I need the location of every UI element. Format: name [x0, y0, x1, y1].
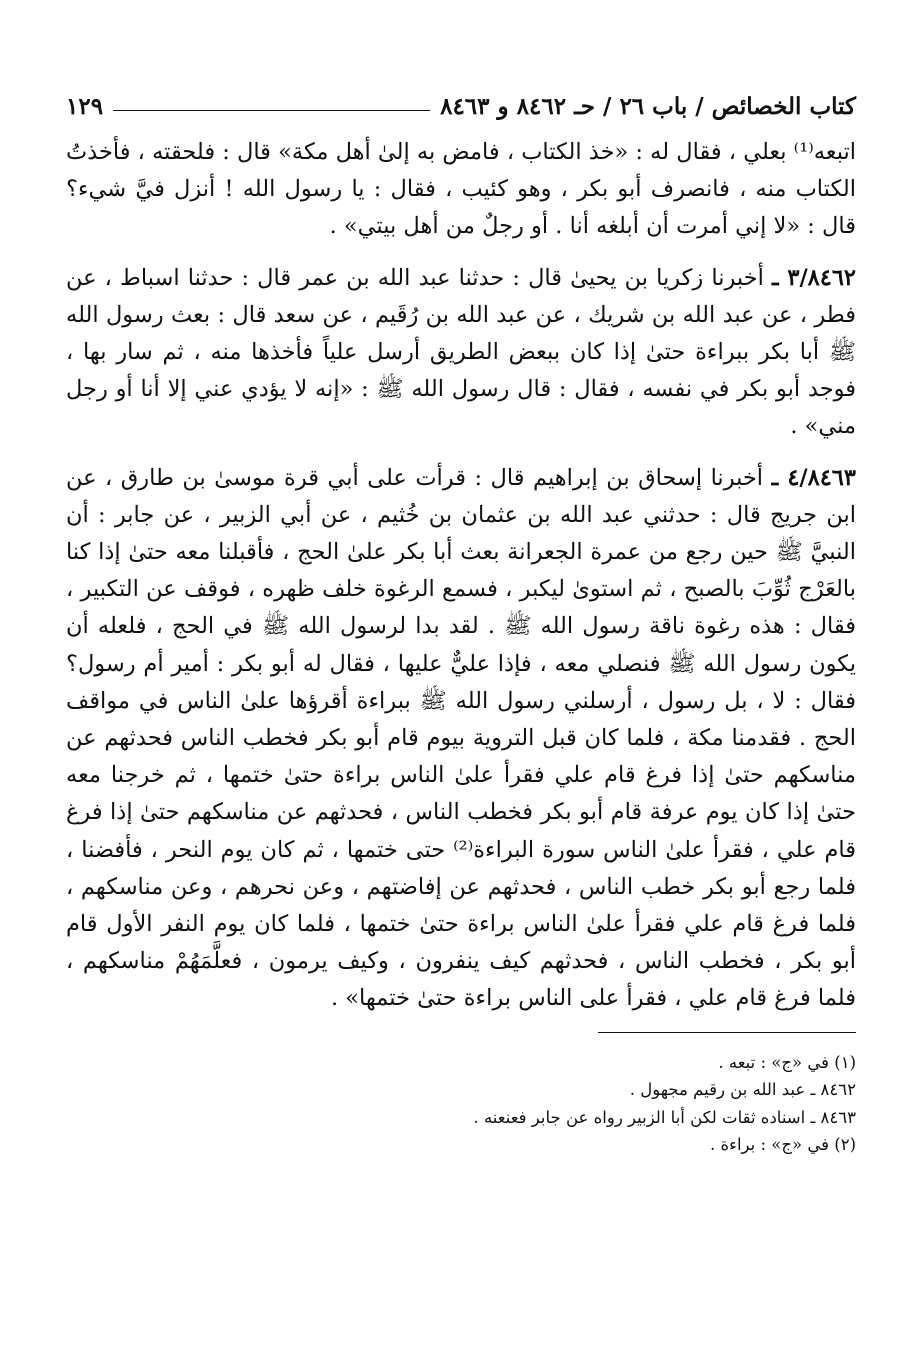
header-rule: [113, 110, 430, 111]
paragraph-text: أخبرنا زكريا بن يحيىٰ قال : حدثنا عبد الله بن عمر قال : حدثنا اسباط ، عن فطر ، عن عبد الله بن شريك ، عن عبد الله بن رُقَيم ، عن سعد قال : بعث رسول الله ﷺ أبا بكر ببراءة حتىٰ إذا كان ببعض الطريق أرسل علياً فأخذها منه ، ثم سار بها ، فوجد أبو بكر في نفسه ، فقال : قال رسول الله ﷺ : «إنه لا يؤدي عني إلا أنا أو رجل مني» .: [66, 264, 856, 440]
footnote: ٨٤٦٣ ـ اسناده ثقات لكن أبا الزبير رواه عن جابر فعنعنه .: [473, 1107, 856, 1127]
hadith-number: ٣/٨٤٦٢ ـ: [771, 264, 857, 291]
paragraph-text: اتبعه⁽¹⁾ بعلي ، فقال له : «خذ الكتاب ، فامض به إلىٰ أهل مكة» قال : فلحقته ، فأخذتُ الكتاب منه ، فانصرف أبو بكر ، وهو كئيب ، فقال : يا رسول الله ! أنزل فيَّ شيء؟ قال : «لا إني أمرت أن أبلغه أنا . أو رجلٌ من أهل بيتي» .: [66, 139, 856, 240]
paragraph-continuation: [66, 134, 856, 246]
hadith-paragraph: [66, 460, 856, 1018]
book-page: [66, 84, 856, 1159]
footnote: (١) في «ج» : تبعه .: [718, 1052, 856, 1072]
running-header-title: كتاب الخصائص / باب ٢٦ / حـ ٨٤٦٢ و ٨٤٦٣: [440, 92, 856, 120]
running-header: [66, 84, 856, 128]
hadith-paragraph: [66, 260, 856, 446]
hadith-number: ٤/٨٤٦٣ ـ: [771, 464, 856, 491]
footnote-separator: [598, 1032, 856, 1033]
footnotes: [66, 1049, 856, 1159]
page-number: ١٢٩: [66, 92, 104, 120]
footnote: (٢) في «ج» : براءة .: [710, 1135, 856, 1155]
paragraph-text: أخبرنا إسحاق بن إبراهيم قال : قرأت على أبي قرة موسىٰ بن طارق ، عن ابن جريج قال : حدثني عبد الله بن عثمان بن خُثيم ، عن أبي الزبير ، عن جابر : أن النبيَّ ﷺ حين رجع من عمرة الجعرانة بعث أبا بكر علىٰ الحج ، فأقبلنا معه حتىٰ إذا كنا بالعَرْج ثُوِّبَ بالصبح ، ثم استوىٰ ليكبر ، فسمع الرغوة خلف ظهره ، فوقف عن التكبير ، فقال : هذه رغوة ناقة رسول الله ﷺ . لقد بدا لرسول الله ﷺ في الحج ، فلعله أن يكون رسول الله ﷺ فنصلي معه ، فإذا عليٌّ عليها ، فقال له أبو بكر : أمير أم رسول؟ فقال : لا ، بل رسول ، أرسلني رسول الله ﷺ ببراءة أقرؤها علىٰ الناس في مواقف الحج . فقدمنا مكة ، فلما كان قبل التروية بيوم قام أبو بكر فخطب الناس فحدثهم عن مناسكهم حتىٰ إذا فرغ قام علي فقرأ علىٰ الناس براءة حتىٰ ختمها ، ثم خرجنا معه حتىٰ إذا كان يوم عرفة قام أبو بكر فخطب الناس ، فحدثهم عن مناسكهم حتىٰ إذا فرغ قام علي ، فقرأ علىٰ الناس سورة البراءة⁽²⁾ حتى ختمها ، ثم كان يوم النحر ، فأفضنا ، فلما رجع أبو بكر خطب الناس ، فحدثهم عن إفاضتهم ، وعن نحرهم ، وعن مناسكهم ، فلما فرغ قام علي فقرأ علىٰ الناس براءة حتىٰ ختمها ، فلما كان يوم النفر الأول قام أبو بكر ، فخطب الناس ، فحدثهم كيف ينفرون ، وكيف يرمون ، فعلَّمَهُمْ مناسكهم ، فلما فرغ قام علي ، فقرأ على الناس براءة حتىٰ ختمها» .: [66, 464, 856, 1012]
footnote: ٨٤٦٢ ـ عبد الله بن رقيم مجهول .: [629, 1080, 856, 1100]
